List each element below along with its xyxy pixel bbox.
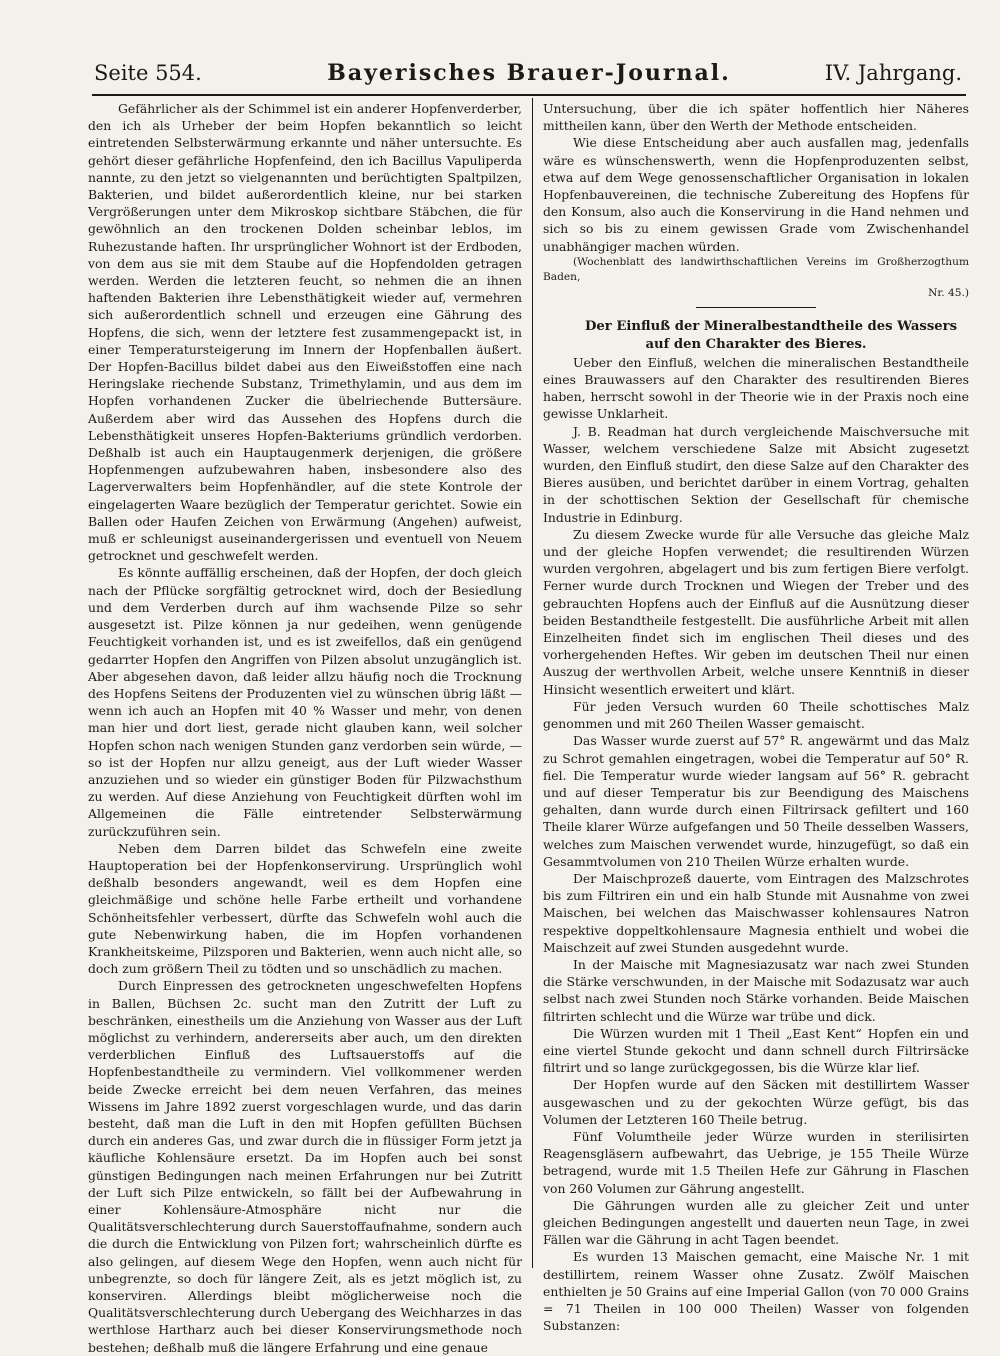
- paragraph: Durch Einpressen des getrockneten ungeschwefelten Hopfens in Ballen, Büchsen 2c. sucht man den Zutritt der Luft zu beschränken, einestheils um die Anziehung von Wasser aus der Luft möglichst zu verhindern, andererseits aber auch, um den direkten verderblichen Einfluß des Luftsauerstoffs auf die Hopfenbestandtheile zu vermindern. Viel vollkommener werden beide Zwecke erreicht bei dem neuen Verfahren, das meines Wissens im Jahre 1892 zuerst vorgeschlagen wurde, und das darin besteht, daß man die Luft in den mit Hopfen gefüllten Büchsen durch ein anderes Gas, und zwar durch die in flüssiger Form jetzt ja käufliche Kohlensäure ersetzt. Da im Hopfen auch bei sonst günstigen Bedingungen nach meinen Erfahrungen nur bei Zutritt der Luft sich Pilze entwickeln, so fällt bei der Aufbewahrung in einer Kohlensäure-Atmosphäre nicht nur die Qualitätsverschlechterung durch Sauerstoffaufnahme, sondern auch die durch die Entwicklung von Pilzen fort; wahrscheinlich dürfte es also gelingen, auf diesem Wege den Hopfen, wenn auch nicht für unbegrenzte, so doch für längere Zeit, als es jetzt möglich ist, zu konserviren. Allerdings bleibt möglicherweise noch die Qualitätsverschlechterung durch Uebergang des Weichharzes in das werthlose Hartharz auch bei dieser Konservirungsmethode noch bestehen; deßhalb muß die längere Erfahrung und eine genaue: [88, 978, 522, 1355]
- paragraph: Zu diesem Zwecke wurde für alle Versuche das gleiche Malz und der gleiche Hopfen verwendet; die resultirenden Würzen wurden vergohren, abgelagert und bis zum fertigen Biere verfolgt. Ferner wurde durch Trocknen und Wiegen der Treber und des gebrauchten Hopfens auch der Einfluß auf die Ausnützung dieser beiden Bestandtheile festgestellt. Die ausführliche Arbeit mit allen Einzelheiten findet sich im englischen Theil dieses und des vorhergehenden Heftes. Wir geben im deutschen Theil nur einen Auszug der werthvollen Arbeit, welche unsere Kenntniß in dieser Hinsicht wesentlich erweitert und klärt.: [543, 526, 969, 697]
- paragraph: Wie diese Entscheidung aber auch ausfallen mag, jedenfalls wäre es wünschenswerth, wenn die Hopfenproduzenten selbst, etwa auf dem Wege genossenschaftlicher Organisation in lokalen Hopfenbauvereinen, die technische Zubereitung des Hopfens für den Konsum, also auch die Konservirung in die Hand nehmen und sich so bis zu einem gewissen Grade vom Zwischenhandel unabhängiger machen würden.: [543, 135, 969, 254]
- source-citation: (Wochenblatt des landwirthschaftlichen Vereins im Großherzogthum Baden,: [543, 255, 969, 284]
- section-rule: [696, 307, 816, 308]
- source-issue-number: Nr. 45.): [928, 286, 969, 299]
- article-title: Der Einfluß der Mineralbestandtheile des Wassers auf den Charakter des Bieres.: [584, 318, 958, 352]
- left-column: [88, 100, 522, 1355]
- paragraph: Der Hopfen wurde auf den Säcken mit destillirtem Wasser ausgewaschen und zu der gekochten Würze gefügt, bis das Volumen der Letzteren 160 Theile betrug.: [543, 1077, 969, 1127]
- paragraph: Fünf Volumtheile jeder Würze wurden in sterilisirten Reagensgläsern aufbewahrt, das Uebrige, je 155 Theile Würze betragend, wurde mit 1.5 Theilen Hefe zur Gährung in Flaschen von 260 Volumen zur Gährung angestellt.: [543, 1128, 969, 1196]
- paragraph: Neben dem Darren bildet das Schwefeln eine zweite Hauptoperation bei der Hopfenkonservirung. Ursprünglich wohl deßhalb besonders angewandt, weil es dem Hopfen eine gleichmäßige und schöne helle Farbe ertheilt und vorhandene Schönheitsfehler verbessert, dürfte das Schwefeln wohl auch die gute Nebenwirkung haben, die im Hopfen vorhandenen Krankheitskeime, Pilzsporen und Bakterien, wenn auch nicht alle, so doch zum größern Theil zu tödten und so unschädlich zu machen.: [88, 840, 522, 977]
- journal-title: Bayerisches Brauer-Journal.: [327, 60, 731, 86]
- paragraph: Das Wasser wurde zuerst auf 57° R. angewärmt und das Malz zu Schrot gemahlen eingetragen, wobei die Temperatur auf 50° R. fiel. Die Temperatur wurde wieder langsam auf 56° R. gebracht und auf dieser Temperatur bis zur Beendigung des Maischens gehalten, dann wurde durch einen Filtrirsack gefiltert und 160 Theile klarer Würze aufgefangen und 50 Theile desselben Wassers, welches zum Maischen verwendet wurde, hinzugefügt, so daß ein Gesammtvolumen von 210 Theilen Würze erhalten wurde.: [543, 733, 969, 869]
- page-number: Seite 554.: [94, 61, 202, 85]
- paragraph: Gefährlicher als der Schimmel ist ein anderer Hopfenverderber, den ich als Urheber der beim Hopfen bekanntlich so leicht eintretenden Selbsterwärmung erkannte und näher untersuchte. Es gehört dieser gefährliche Hopfenfeind, den ich Bacillus Vapuliperda nannte, zu den jetzt so vielgenannten und berüchtigten Spaltpilzen, Bakterien, und bildet außerordentlich kleine, nur bei starken Vergrößerungen unter dem Mikroskop sichtbare Stäbchen, die für gewöhnlich an den trockenen Dolden scheinbar leblos, im Ruhezustande haften. Ihr ursprünglicher Wohnort ist der Erdboden, von dem aus sie mit dem Staube auf die Hopfendolden getragen werden. Werden die letzteren feucht, so nehmen die an ihnen haftenden Bakterien ihre Lebensthätigkeit wieder auf, vermehren sich außerordentlich schnell und erzeugen eine Gährung des Hopfens, die sich, wenn der letztere fest zusammengepackt ist, in einer Temperatursteigerung im Innern der Hopfenballen äußert. Der Hopfen-Bacillus bildet dabei aus den Eiweißstoffen eine nach Heringslake riechende Substanz, Trimethylamin, und aus dem im Hopfen vorhandenen Zucker die übelriechende Buttersäure. Außerdem aber wird das Aussehen des Hopfens durch die Lebensthätigkeit unseres Hopfen-Bakteriums gründlich verdorben. Deßhalb ist auch ein Hauptaugenmerk derjenigen, die größere Hopfenmengen aufzubewahren haben, insbesondere also des Lagerverwalters beim Hopfenhändler, auf die stete Kontrole der eingelagerten Waare bezüglich der Temperatur gerichtet. Sowie ein Ballen oder Haufen Zeichen von Erwärmung (Angehen) aufweist, muß er schleunigst auseinandergerissen und eventuell von Neuem getrocknet und geschwefelt werden.: [88, 101, 522, 564]
- paragraph: Es könnte auffällig erscheinen, daß der Hopfen, der doch gleich nach der Pflücke sorgfältig getrocknet wird, doch der Besiedlung und dem Verderben durch auf ihm wachsende Pilze so sehr ausgesetzt ist. Pilze können ja nur gedeihen, wenn genügende Feuchtigkeit vorhanden ist, und es ist zweifellos, daß ein genügend gedarrter Hopfen den Angriffen von Pilzen absolut unzugänglich ist. Aber abgesehen davon, daß leider allzu häufig noch die Trocknung des Hopfens Seitens der Produzenten viel zu wünschen übrig läßt — wenn ich auch an Hopfen mit 40 % Wasser und mehr, von denen man hier und dort liest, gerade nicht glauben kann, weil solcher Hopfen schon nach wenigen Stunden ganz verdorben sein würde, — so ist der Hopfen nur allzu geneigt, aus der Luft wieder Wasser anzuziehen und so wieder ein günstiger Boden für Pilzwachsthum zu werden. Auf diese Anziehung von Feuchtigkeit dürften wohl im Allgemeinen die Fälle eintretender Selbsterwärmung zurückzuführen sein.: [88, 565, 522, 839]
- volume-label: IV. Jahrgang.: [824, 61, 962, 85]
- right-column: [543, 100, 969, 1334]
- paragraph: Die Gährungen wurden alle zu gleicher Zeit und unter gleichen Bedingungen angestellt und dauerten neun Tage, in zwei Fällen war die Gährung in acht Tagen beendet.: [543, 1197, 969, 1248]
- paragraph: Ueber den Einfluß, welchen die mineralischen Bestandtheile eines Brauwassers auf den Charakter des resultirenden Bieres haben, herrscht sowohl in der Theorie wie in der Praxis noch eine gewisse Unklarheit.: [543, 354, 969, 422]
- paragraph: Es wurden 13 Maischen gemacht, eine Maische Nr. 1 mit destillirtem, reinem Wasser ohne Zusatz. Zwölf Maischen enthielten je 50 Grains auf eine Imperial Gallon (von 70 000 Grains = 71 Theilen in 100 000 Theilen) Wasser von folgenden Substanzen:: [543, 1249, 969, 1334]
- paragraph: Die Würzen wurden mit 1 Theil „East Kent“ Hopfen ein und eine viertel Stunde gekocht und dann schnell durch Filtrirsäcke filtrirt und so lange zurückgegossen, bis die Würze klar lief.: [543, 1025, 969, 1076]
- paragraph: Der Maischprozeß dauerte, vom Eintragen des Malzschrotes bis zum Filtriren ein und ein halb Stunde mit Ausnahme von zwei Maischen, bei welchen das Maischwasser kohlensaures Natron respektive doppeltkohlensaure Magnesia enthielt und wobei die Maischzeit auf zwei Stunden ausgedehnt wurde.: [543, 870, 969, 955]
- paragraph: In der Maische mit Magnesiazusatz war nach zwei Stunden die Stärke verschwunden, in der Maische mit Sodazusatz war auch selbst nach zwei Stunden noch Stärke vorhanden. Beide Maischen filtrirten schlecht und die Würze war trübe und dick.: [543, 956, 969, 1024]
- paragraph: J. B. Readman hat durch vergleichende Maischversuche mit Wasser, welchem verschiedene Salze mit Absicht zugesetzt wurden, den Einfluß studirt, den diese Salze auf den Charakter des Bieres ausüben, und berichtet darüber in einem Vortrag, gehalten in der schottischen Sektion der Gesellschaft für chemische Industrie in Edinburg.: [543, 423, 969, 525]
- paragraph: Für jeden Versuch wurden 60 Theile schottisches Malz genommen und mit 260 Theilen Wasser gemaischt.: [543, 698, 969, 732]
- paragraph-continuation: Untersuchung, über die ich später hoffentlich hier Näheres mittheilen kann, über den Werth der Methode entscheiden.: [543, 101, 969, 134]
- header-rule: [92, 94, 966, 96]
- column-divider: [532, 98, 533, 1268]
- page-header: [92, 54, 966, 90]
